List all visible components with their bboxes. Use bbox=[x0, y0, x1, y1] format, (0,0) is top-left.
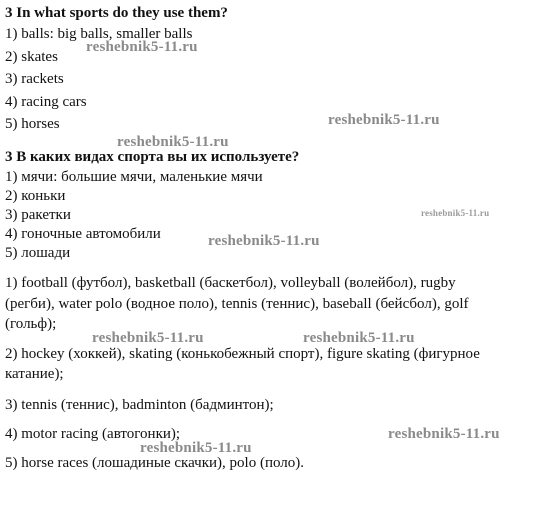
section-en-item: 1) balls: big balls, smaller balls bbox=[5, 26, 193, 42]
answer-2-line: 2) hockey (хоккей), skating (конькобежный спорт), figure skating (фигурное bbox=[5, 346, 480, 362]
section-ru-item: 1) мячи: большие мячи, маленькие мячи bbox=[5, 169, 263, 185]
section-en-item: 5) horses bbox=[5, 116, 60, 132]
answer-2-line: катание); bbox=[5, 366, 64, 382]
section-en-item: 4) racing cars bbox=[5, 94, 87, 110]
section-en-title: 3 In what sports do they use them? bbox=[5, 5, 228, 21]
watermark: reshebnik5-11.ru bbox=[86, 39, 198, 55]
watermark: reshebnik5-11.ru bbox=[388, 426, 500, 442]
section-ru-title: 3 В каких видах спорта вы их используете? bbox=[5, 149, 300, 165]
answer-1-line: (гольф); bbox=[5, 316, 57, 332]
section-ru-item: 2) коньки bbox=[5, 188, 66, 204]
section-en-item: 3) rackets bbox=[5, 71, 64, 87]
answer-1-line: 1) football (футбол), basketball (баскетбол), volleyball (волейбол), rugby bbox=[5, 275, 456, 291]
watermark: reshebnik5-11.ru bbox=[117, 134, 229, 150]
watermark: reshebnik5-11.ru bbox=[208, 233, 320, 249]
watermark: reshebnik5-11.ru bbox=[92, 330, 204, 346]
answer-3-line: 3) tennis (теннис), badminton (бадминтон); bbox=[5, 397, 274, 413]
section-en-item: 2) skates bbox=[5, 49, 58, 65]
answer-4-line: 4) motor racing (автогонки); bbox=[5, 426, 181, 442]
watermark: reshebnik5-11.ru bbox=[140, 440, 252, 456]
answer-5-line: 5) horse races (лошадиные скачки), polo (поло). bbox=[5, 455, 305, 471]
section-ru-item: 5) лошади bbox=[5, 245, 71, 261]
watermark: reshebnik5-11.ru bbox=[421, 208, 490, 218]
section-ru-item: 3) ракетки bbox=[5, 207, 71, 223]
watermark: reshebnik5-11.ru bbox=[303, 330, 415, 346]
section-ru-item: 4) гоночные автомобили bbox=[5, 226, 161, 242]
answer-1-line: (регби), water polo (водное поло), tennis (теннис), baseball (бейсбол), golf bbox=[5, 296, 469, 312]
watermark: reshebnik5-11.ru bbox=[328, 112, 440, 128]
